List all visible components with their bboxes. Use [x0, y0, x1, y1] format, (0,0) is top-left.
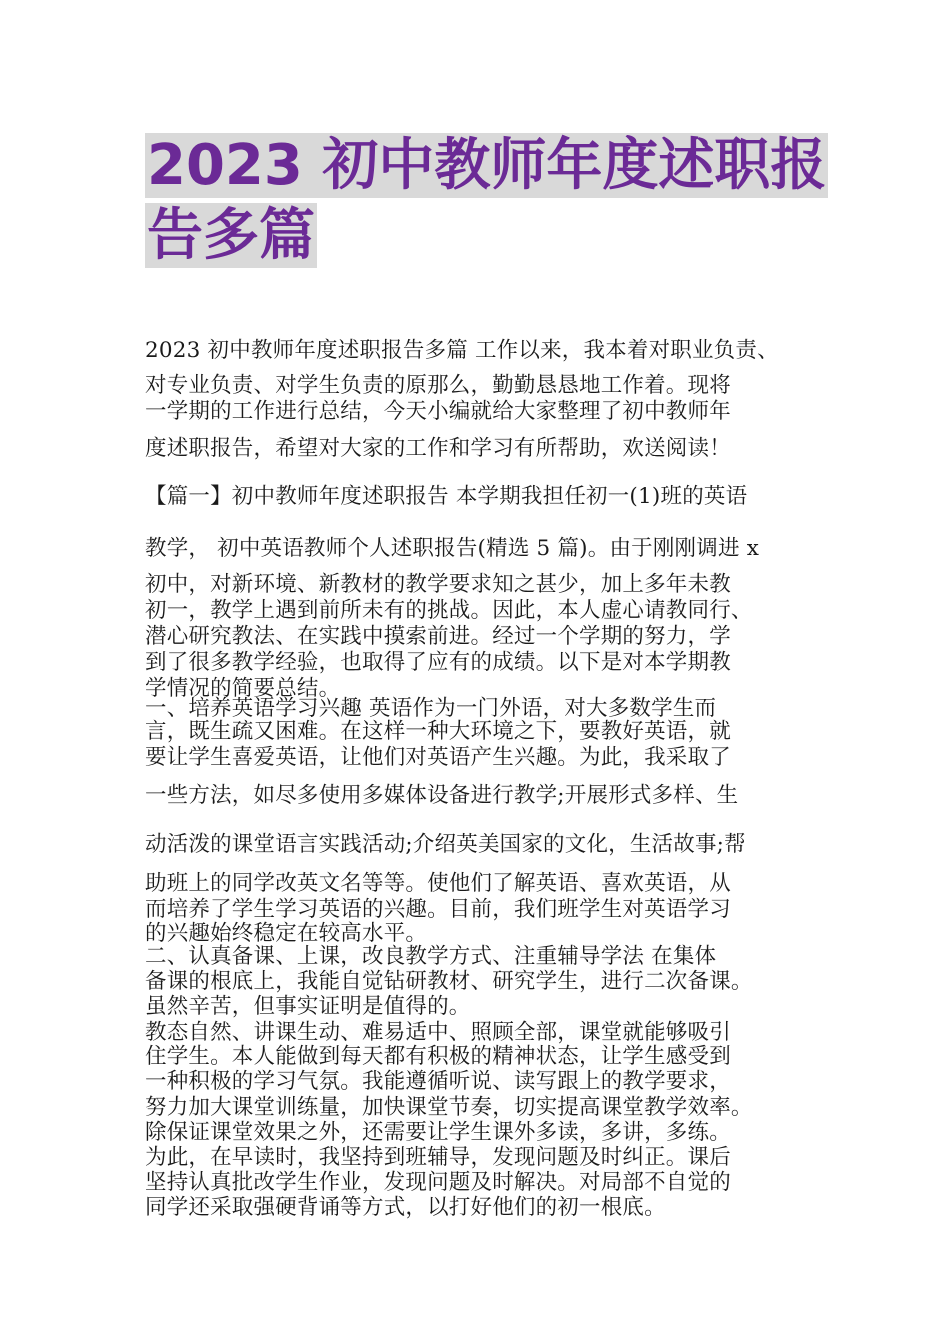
body-line: 初一，教学上遇到前所未有的挑战。因此，本人虚心请教同行、 — [145, 598, 753, 623]
title-line-2 — [145, 204, 317, 268]
body-line: 同学还采取强硬背诵等方式，以打好他们的初一根底。 — [145, 1195, 666, 1220]
body-line: 备课的根底上，我能自觉钻研教材、研究学生，进行二次备课。 — [145, 969, 753, 994]
body-line: 住学生。本人能做到每天都有积极的精神状态，让学生感受到 — [145, 1044, 731, 1069]
body-line: 要让学生喜爱英语，让他们对英语产生兴趣。为此，我采取了 — [145, 745, 731, 770]
body-line: 一学期的工作进行总结，今天小编就给大家整理了初中教师年 — [145, 399, 731, 424]
body-line: 一、培养英语学习兴趣 英语作为一门外语，对大多数学生而 — [145, 696, 717, 721]
body-line: 度述职报告，希望对大家的工作和学习有所帮助，欢送阅读！ — [145, 436, 731, 461]
title-text-2: 告多篇 — [147, 203, 315, 268]
body-line: 到了很多教学经验，也取得了应有的成绩。以下是对本学期教 — [145, 650, 731, 675]
body-line: 【篇一】初中教师年度述职报告 本学期我担任初一(1)班的英语 — [145, 484, 748, 509]
body-line: 助班上的同学改英文名等等。使他们了解英语、喜欢英语，从 — [145, 871, 731, 896]
body-line: 虽然辛苦，但事实证明是值得的。 — [145, 994, 471, 1019]
body-line: 一种积极的学习气氛。我能遵循听说、读写跟上的教学要求， — [145, 1069, 731, 1094]
title-text-1: 2023 初中教师年度述职报 — [147, 133, 827, 198]
title-line-1 — [145, 134, 828, 198]
body-line: 而培养了学生学习英语的兴趣。目前，我们班学生对英语学习 — [145, 897, 731, 922]
body-line: 动活泼的课堂语言实践活动;介绍英美国家的文化，生活故事;帮 — [145, 832, 746, 857]
body-line: 对专业负责、对学生负责的原那么，勤勤恳恳地工作着。现将 — [145, 373, 731, 398]
body-line: 努力加大课堂训练量，加快课堂节奏，切实提高课堂教学效率。 — [145, 1095, 753, 1120]
body-line: 言，既生疏又困难。在这样一种大环境之下，要教好英语，就 — [145, 719, 731, 744]
body-line: 学情况的简要总结。 — [145, 676, 341, 701]
body-line: 坚持认真批改学生作业，发现问题及时解决。对局部不自觉的 — [145, 1170, 731, 1195]
body-line: 一些方法，如尽多使用多媒体设备进行教学;开展形式多样、生 — [145, 783, 739, 808]
body-line: 教态自然、讲课生动、难易适中、照顾全部，课堂就能够吸引 — [145, 1020, 731, 1045]
body-line: 二、认真备课、上课，改良教学方式、注重辅导学法 在集体 — [145, 944, 717, 969]
body-line: 教学， 初中英语教师个人述职报告(精选 5 篇)。由于刚刚调进 x — [145, 536, 760, 561]
body-line: 的兴趣始终稳定在较高水平。 — [145, 921, 428, 946]
body-line: 为此，在早读时，我坚持到班辅导，发现问题及时纠正。课后 — [145, 1145, 731, 1170]
body-line: 除保证课堂效果之外，还需要让学生课外多读，多讲，多练。 — [145, 1120, 731, 1145]
body-line: 初中，对新环境、新教材的教学要求知之甚少，加上多年未教 — [145, 572, 731, 597]
body-line: 潜心研究教法、在实践中摸索前进。经过一个学期的努力，学 — [145, 624, 731, 649]
body-line: 2023 初中教师年度述职报告多篇 工作以来，我本着对职业负责、 — [145, 338, 779, 363]
